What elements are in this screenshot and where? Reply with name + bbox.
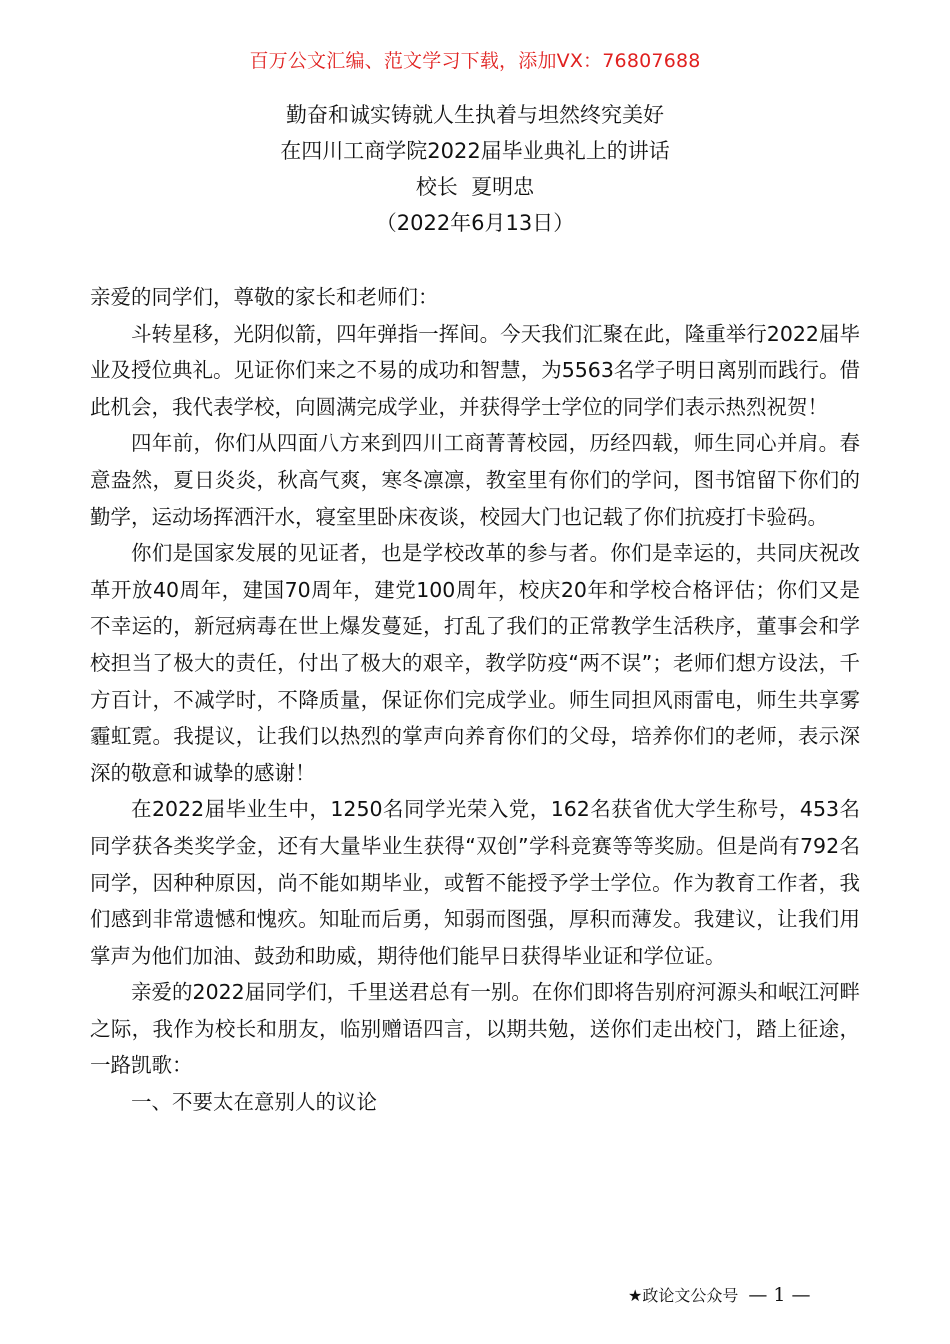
footer-source: ★政论文公众号 bbox=[628, 1286, 739, 1305]
paragraph: 斗转星移，光阴似箭，四年弹指一挥间。今天我们汇聚在此，隆重举行2022届毕业及授位典礼。见证你们来之不易的成功和智慧，为5563名学子明日离别而践行。借此机会，我代表学校，向圆满完成学业，并获得学士学位的同学们表示热烈祝贺！ bbox=[90, 321, 860, 419]
paragraph: 四年前，你们从四面八方来到四川工商菁菁校园，历经四载，师生同心并肩。春意盎然，夏日炎炎，秋高气爽，寒冬凛凛，教室里有你们的学问，图书馆留下你们的勤学，运动场挥洒汗水，寝室里卧床夜谈，校园大门也记载了你们抗疫打卡验码。 bbox=[90, 431, 860, 529]
speech-subtitle: 在四川工商学院2022届毕业典礼上的讲话 bbox=[280, 139, 670, 163]
section-heading: 一、不要太在意别人的议论 bbox=[131, 1090, 377, 1115]
speech-body bbox=[90, 279, 860, 1121]
paragraph: 亲爱的2022届同学们，千里送君总有一别。在你们即将告别府河源头和岷江河畔之际，我作为校长和朋友，临别赠语四言，以期共勉，送你们走出校门，踏上征途，一路凯歌： bbox=[90, 980, 860, 1078]
paragraph: 你们是国家发展的见证者，也是学校改革的参与者。你们是幸运的，共同庆祝改革开放40周年，建国70周年，建党100周年，校庆20年和学校合格评估；你们又是不幸运的，新冠病毒在世上爆发蔓延，打乱了我们的正常教学生活秩序，董事会和学校担当了极大的责任，付出了极大的艰辛，教学防疫“两不误”；老师们想方设法，千方百计，不减学时，不降质量，保证你们完成学业。师生同担风雨雷电，师生共享雾霾虹霓。我提议，让我们以热烈的掌声向养育你们的父母，培养你们的老师，表示深深的敬意和诚挚的感谢！ bbox=[90, 541, 860, 785]
speech-title: 勤奋和诚实铸就人生执着与坦然终究美好 bbox=[286, 103, 664, 127]
paragraph: 在2022届毕业生中，1250名同学光荣入党，162名获省优大学生称号，453名同学获各类奖学金，还有大量毕业生获得“双创”学科竞赛等等奖励。但是尚有792名同学，因种种原因，尚不能如期毕业，或暂不能授予学士学位。作为教育工作者，我们感到非常遗憾和愧疚。知耻而后勇，知弱而图强，厚积而薄发。我建议，让我们用掌声为他们加油、鼓劲和助威，期待他们能早日获得毕业证和学位证。 bbox=[90, 797, 860, 968]
salutation: 亲爱的同学们，尊敬的家长和老师们： bbox=[90, 285, 439, 309]
title-block bbox=[0, 97, 950, 241]
page-number: — 1 — bbox=[748, 1284, 811, 1306]
promo-banner: 百万公文汇编、范文学习下载，添加VX：76807688 bbox=[249, 50, 701, 72]
speaker: 校长 夏明忠 bbox=[415, 175, 535, 199]
page-footer bbox=[628, 1283, 811, 1306]
speech-date: （2022年6月13日） bbox=[375, 211, 575, 235]
